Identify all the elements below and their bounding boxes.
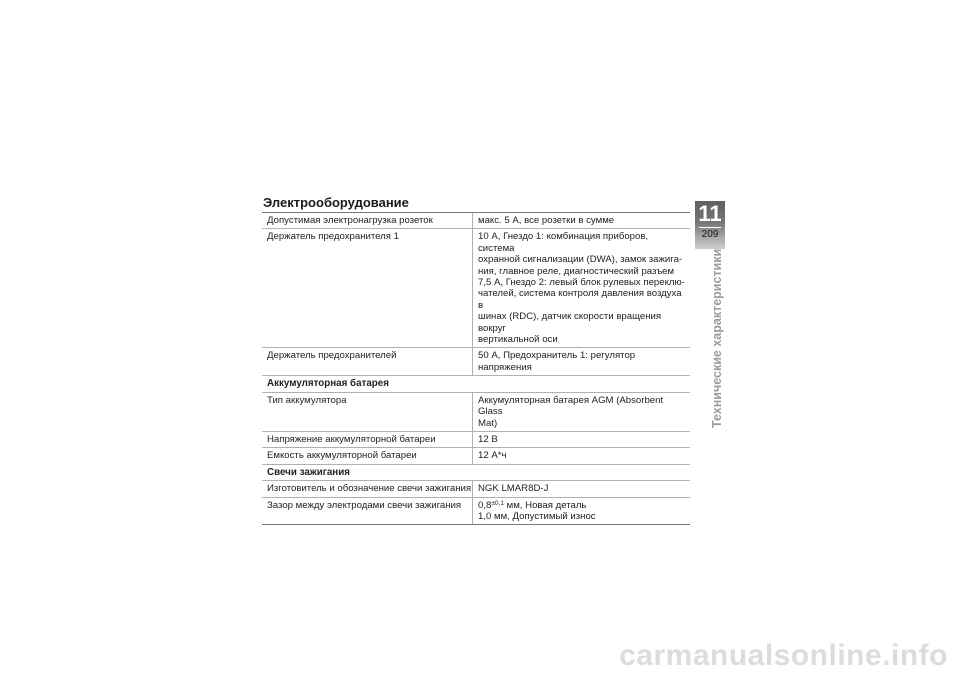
- table-row: [262, 393, 690, 432]
- gap-base: 0,8: [478, 499, 492, 511]
- row-label: Изготовитель и обозначение свечи зажигания: [262, 481, 473, 496]
- battery-subheading: Аккумуляторная батарея: [262, 376, 690, 392]
- chapter-tab: [695, 201, 725, 249]
- row-value: 10 А, Гнездо 1: комбинация приборов, система охранной сигнализации (DWA), замок зажига- ния, главное реле, диагностический разъем 7,5 А, Гнездо 2: левый блок рулевых переклю- чателей, система контроля давления воздуха в шинах (RDC), датчик скорости вращения вокруг вертикальной оси: [478, 231, 685, 346]
- chapter-side-title: Технические характеристики: [710, 248, 724, 428]
- row-label: Держатель предохранителей: [262, 348, 473, 375]
- row-label: Напряжение аккумуляторной батареи: [262, 432, 473, 447]
- gap-rest: мм, Новая деталь: [503, 499, 587, 511]
- row-label: Зазор между электродами свечи зажигания: [262, 498, 473, 525]
- row-label: Держатель предохранителя 1: [262, 229, 473, 347]
- row-value: Аккумуляторная батарея AGM (Absorbent Glass Mat): [478, 394, 664, 429]
- spark-plugs-subheading: Свечи зажигания: [262, 465, 690, 481]
- row-label: Емкость аккумуляторной батареи: [262, 448, 473, 463]
- row-value: 12 А*ч: [478, 450, 507, 462]
- table-row: [262, 448, 690, 464]
- spec-table: [262, 212, 690, 525]
- table-row: [262, 348, 690, 376]
- gap-wear-limit: 1,0 мм, Допустимый износ: [478, 510, 596, 522]
- row-value: 12 В: [478, 433, 498, 445]
- row-value: NGK LMAR8D-J: [478, 483, 549, 495]
- section-title: Электрооборудование: [263, 195, 409, 210]
- table-row: [262, 481, 690, 497]
- table-row: [262, 213, 690, 229]
- gap-tolerance: ±0,1: [491, 499, 504, 507]
- table-row: [262, 498, 690, 526]
- table-row: [262, 432, 690, 448]
- page-number: 209: [701, 229, 719, 240]
- row-label: Тип аккумулятора: [262, 393, 473, 431]
- table-row: [262, 229, 690, 348]
- row-value: [473, 498, 690, 525]
- row-value: 50 А, Предохранитель 1: регулятор напряжения: [478, 350, 636, 373]
- row-label: Допустимая электронагрузка розеток: [262, 213, 473, 228]
- row-value: макс. 5 А, все розетки в сумме: [478, 215, 615, 226]
- watermark: carmanualsonline.info: [619, 639, 948, 672]
- chapter-number: 11: [698, 201, 722, 226]
